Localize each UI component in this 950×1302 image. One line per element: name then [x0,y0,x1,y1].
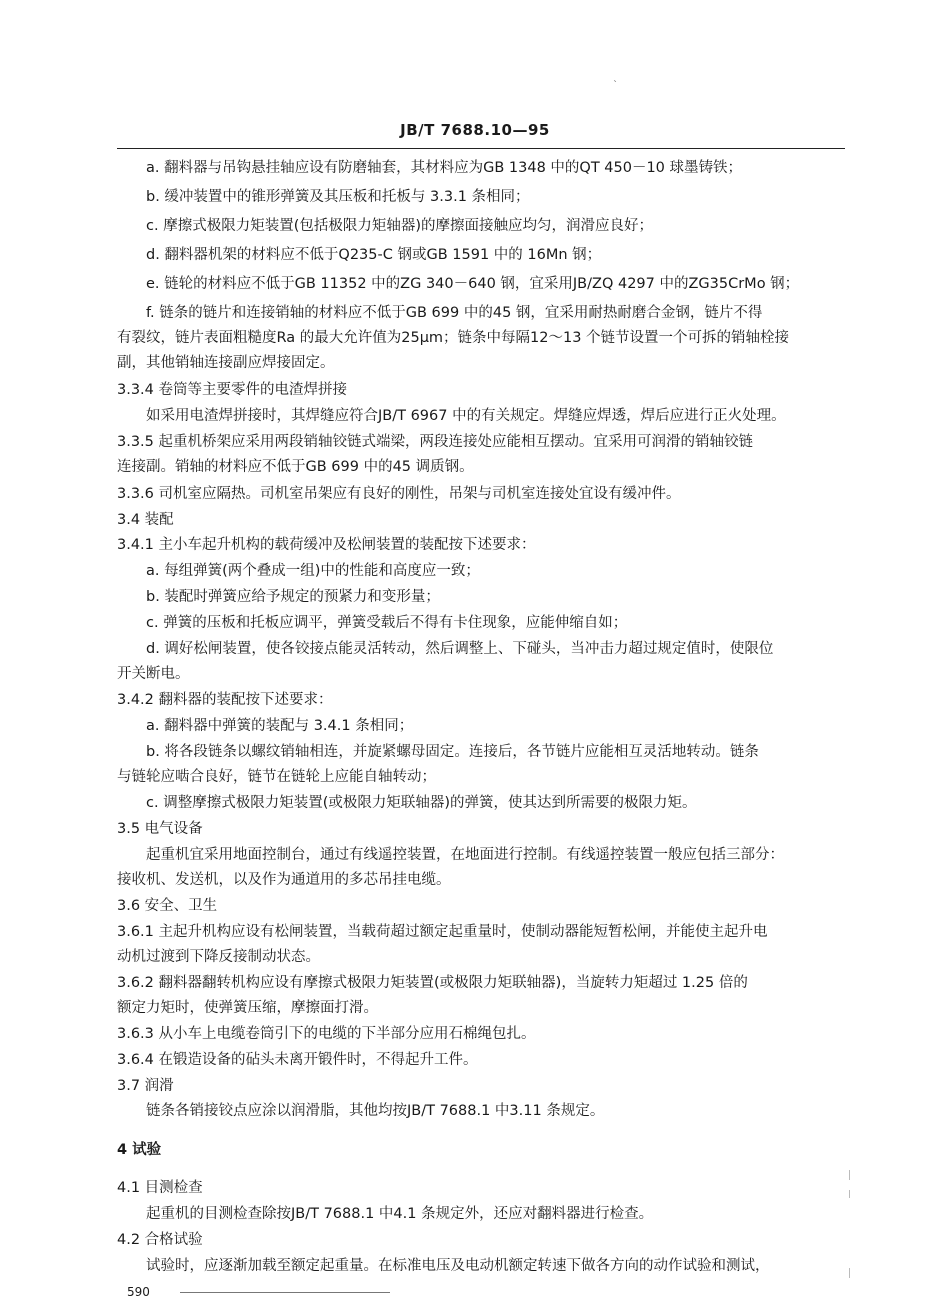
clause-3-4-2: 3.4.2 翻料器的装配按下述要求： [117,692,333,708]
scan-edge-mark [849,1268,850,1278]
clause-3-3-3-f-cont: 有裂纹，链片表面粗糙度Ra 的最大允许值为25μm；链条中每隔12～13 个链节设置一个可拆的销轴栓接 [117,330,790,346]
clause-3-3-3-c: c. 摩擦式极限力矩装置(包括极限力矩轴器)的摩擦面接触应均匀，润滑应良好； [146,218,654,234]
heading-4: 4 试验 [117,1142,162,1158]
clause-3-6-3: 3.6.3 从小车上电缆卷筒引下的电缆的下半部分应用石棉绳包扎。 [117,1026,536,1042]
clause-3-6-4: 3.6.4 在锻造设备的砧头未离开锻件时，不得起升工件。 [117,1052,478,1068]
clause-3-4-2-c: c. 调整摩擦式极限力矩装置(或极限力矩联轴器)的弹簧，使其达到所需要的极限力矩。 [146,795,697,811]
document-header: JB/T 7688.10—95 [400,121,550,139]
clause-3-6-1-cont: 动机过渡到下降反接制动状态。 [117,949,320,965]
clause-3-4-1-d: d. 调好松闸装置，使各铰接点能灵活转动，然后调整上、下碰头，当冲击力超过规定值时，使限位 [146,641,774,657]
clause-3-3-3-f-cont: 副，其他销轴连接副应焊接固定。 [117,355,335,371]
clause-3-3-5-cont: 连接副。销轴的材料应不低于GB 699 中的45 调质钢。 [117,459,474,475]
heading-3-5: 3.5 电气设备 [117,821,203,837]
scan-mark: ` [613,80,618,91]
paragraph: 如采用电渣焊拼接时，其焊缝应符合JB/T 6967 中的有关规定。焊缝应焊透，焊后应进行正火处理。 [146,408,786,424]
clause-3-4-2-a: a. 翻料器中弹簧的装配与 3.4.1 条相同； [146,718,414,734]
clause-3-3-5: 3.3.5 起重机桥架应采用两段销轴铰链式端梁，两段连接处应能相互摆动。宜采用可润滑的销轴铰链 [117,434,753,450]
paragraph: 链条各销接铰点应涂以润滑脂，其他均按JB/T 7688.1 中3.11 条规定。 [146,1103,605,1119]
clause-3-3-3-a: a. 翻料器与吊钩悬挂轴应设有防磨轴套，其材料应为GB 1348 中的QT 450－10 球墨铸铁； [146,160,743,176]
paragraph-cont: 接收机、发送机，以及作为通道用的多芯吊挂电缆。 [117,872,451,888]
heading-3-3-4: 3.3.4 卷筒等主要零件的电渣焊拼接 [117,382,348,398]
heading-4-1: 4.1 目测检查 [117,1180,203,1196]
clause-3-4-2-b-cont: 与链轮应啮合良好，链节在链轮上应能自轴转动； [117,769,436,785]
clause-3-4-1-d-cont: 开关断电。 [117,666,190,682]
heading-3-6: 3.6 安全、卫生 [117,898,218,914]
clause-3-4-1-b: b. 装配时弹簧应给予规定的预紧力和变形量； [146,589,440,605]
heading-4-2: 4.2 合格试验 [117,1232,203,1248]
paragraph: 试验时，应逐渐加载至额定起重量。在标准电压及电动机额定转速下做各方向的动作试验和测试， [146,1258,770,1274]
clause-3-3-3-f: f. 链条的链片和连接销轴的材料应不低于GB 699 中的45 钢，宜采用耐热耐磨合金钢，链片不得 [146,305,763,321]
clause-3-4-2-b: b. 将各段链条以螺纹销轴相连，并旋紧螺母固定。连接后，各节链片应能相互灵活地转动。链条 [146,744,759,760]
clause-3-4-1-c: c. 弹簧的压板和托板应调平，弹簧受载后不得有卡住现象，应能伸缩自如； [146,615,628,631]
paragraph: 起重机的目测检查除按JB/T 7688.1 中4.1 条规定外，还应对翻料器进行检查。 [146,1206,654,1222]
heading-3-7: 3.7 润滑 [117,1078,174,1094]
clause-3-6-2-cont: 额定力矩时，使弹簧压缩，摩擦面打滑。 [117,1000,378,1016]
clause-3-3-3-b: b. 缓冲装置中的锥形弹簧及其压板和托板与 3.3.1 条相同； [146,189,530,205]
clause-3-3-6: 3.3.6 司机室应隔热。司机室吊架应有良好的刚性，吊架与司机室连接处宜设有缓冲件。 [117,486,681,502]
clause-3-4-1-a: a. 每组弹簧(两个叠成一组)中的性能和高度应一致； [146,563,480,579]
clause-3-6-2: 3.6.2 翻料器翻转机构应设有摩擦式极限力矩装置(或极限力矩联轴器)，当旋转力矩超过 1.25 倍的 [117,975,748,991]
scan-edge-mark [849,1170,850,1180]
clause-3-6-1: 3.6.1 主起升机构应设有松闸装置，当载荷超过额定起重量时，使制动器能短暂松闸，并能使主起升电 [117,924,768,940]
footer-rule [180,1292,390,1293]
paragraph: 起重机宜采用地面控制台，通过有线遥控装置，在地面进行控制。有线遥控装置一般应包括三部分： [146,847,784,863]
scan-edge-mark [849,1190,850,1198]
header-rule [117,148,845,149]
clause-3-3-3-d: d. 翻料器机架的材料应不低于Q235-C 钢或GB 1591 中的 16Mn 钢； [146,247,602,263]
page-number: 590 [127,1285,150,1299]
heading-3-4: 3.4 装配 [117,512,174,528]
clause-3-3-3-e: e. 链轮的材料应不低于GB 11352 中的ZG 340－640 钢，宜采用JB/ZQ 4297 中的ZG35CrMo 钢； [146,276,800,292]
clause-3-4-1: 3.4.1 主小车起升机构的载荷缓冲及松闸装置的装配按下述要求： [117,537,536,553]
